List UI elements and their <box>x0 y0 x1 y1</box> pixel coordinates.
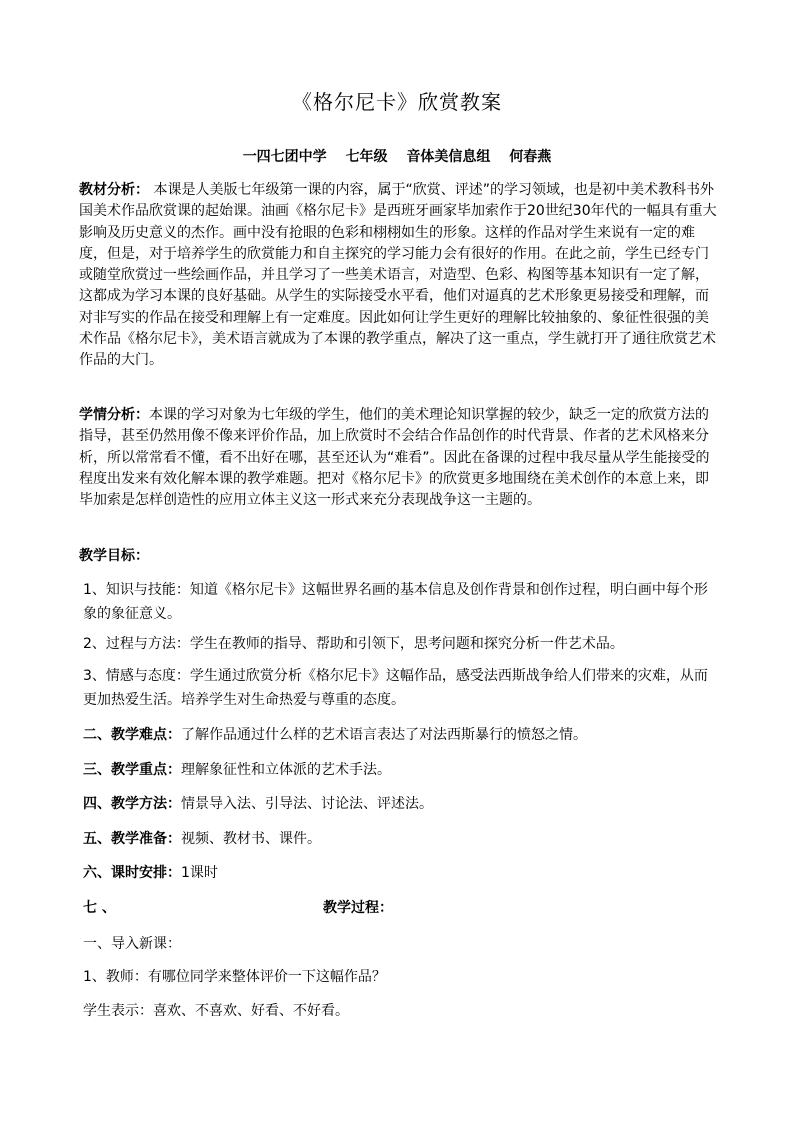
section-label: 六、课时安排： <box>83 865 181 881</box>
goals-heading: 教学目标： <box>79 548 149 564</box>
learner-analysis-text: 本课的学习对象为七年级的学生，他们的美术理论知识掌握的较少，缺乏一定的欣赏方法的指导，甚至仍然用像不像来评价作品，加上欣赏时不会结合作品创作的时代背景、作者的艺术风格来分析，所以常常看不懂，看不出好在哪，甚至还认为“难看”。因此在备课的过程中我尽量从学生能接受的程度出发来有效化解本课的教学难题。把对《格尔尼卡》的欣赏更多地围绕在美术创作的本意上来，即毕加索是怎样创造性的应用立体主义这一形式来充分表现战争这一主题的。 <box>79 407 710 509</box>
process-number: 七 、 <box>83 900 116 916</box>
section-text: 视频、教材书、课件。 <box>181 831 321 847</box>
material-analysis <box>79 180 719 372</box>
section-text: 了解作品通过什么样的艺术语言表达了对法西斯暴行的愤怒之情。 <box>181 727 587 743</box>
section-method <box>83 793 433 813</box>
goal-item-knowledge: 1、知识与技能：知道《格尔尼卡》这幅世界名画的基本信息及创作背景和创作过程，明白画中每个形象的象征意义。 <box>83 582 708 622</box>
goal-item-emotion: 3、情感与态度：学生通过欣赏分析《格尔尼卡》这幅作品，感受法西斯战争给人们带来的灾难，从而更加热爱生活。培养学生对生命热爱与尊重的态度。 <box>83 668 708 708</box>
section-label: 二、教学难点： <box>83 727 181 743</box>
section-text: 情景导入法、引导法、讨论法、评述法。 <box>181 796 433 812</box>
material-analysis-text: 本课是人美版七年级第一课的内容，属于“欣赏、评述”的学习领域，也是初中美术教科书外国美术作品欣赏课的起始课。油画《格尔尼卡》是西班牙画家毕加索作于20世纪30年代的一幅具有重大影响及历史意义的杰作。画中没有抢眼的色彩和栩栩如生的形象。这样的作品对学生来说有一定的难度，但是，对于培养学生的欣赏能力和自主探究的学习能力会有很好的作用。在此之前，学生已经专门或随堂欣赏过一些绘画作品，并且学习了一些美术语言，对造型、色彩、构图等基本知识有一定了解，这都成为学习本课的良好基础。从学生的实际接受水平看，他们对逼真的艺术形象更易接受和理解，而对非写实的作品在接受和理解上有一定难度。因此如何让学生更好的理解比较抽象的、象征性很强的美术作品《格尔尼卡》，美术语言就成为了本课的教学重点，解决了这一重点，学生就打开了通往欣赏艺术作品的大门。 <box>79 182 717 369</box>
grade-level: 七年级 <box>345 149 388 165</box>
intro-question: 1、教师：有哪位同学来整体评价一下这幅作品？ <box>83 969 386 985</box>
learner-analysis <box>79 405 719 511</box>
teacher-name: 何春燕 <box>509 149 552 165</box>
intro-heading: 一、导入新课： <box>83 936 181 952</box>
section-label: 五、教学准备： <box>83 831 181 847</box>
teaching-group: 音体美信息组 <box>406 149 491 165</box>
goal-item-process: 2、过程与方法：学生在教师的指导、帮助和引领下，思考问题和探究分析一件艺术品。 <box>83 636 624 652</box>
section-key-point <box>83 759 391 779</box>
author-line <box>0 146 794 166</box>
material-analysis-label: 教材分析： <box>79 182 149 198</box>
section-schedule <box>83 862 218 882</box>
section-text: 理解象征性和立体派的艺术手法。 <box>181 762 391 778</box>
school-name: 一四七团中学 <box>242 149 327 165</box>
section-text: 1课时 <box>181 865 218 881</box>
section-difficulty <box>83 724 587 744</box>
learner-analysis-label: 学情分析： <box>79 407 149 423</box>
page-title: 《格尔尼卡》欣赏教案 <box>292 90 502 114</box>
intro-answer: 学生表示：喜欢、不喜欢、好看、不好看。 <box>83 1003 349 1019</box>
section-label: 三、教学重点： <box>83 762 181 778</box>
section-preparation <box>83 828 321 848</box>
process-heading: 教学过程： <box>323 900 393 916</box>
section-label: 四、教学方法： <box>83 796 181 812</box>
